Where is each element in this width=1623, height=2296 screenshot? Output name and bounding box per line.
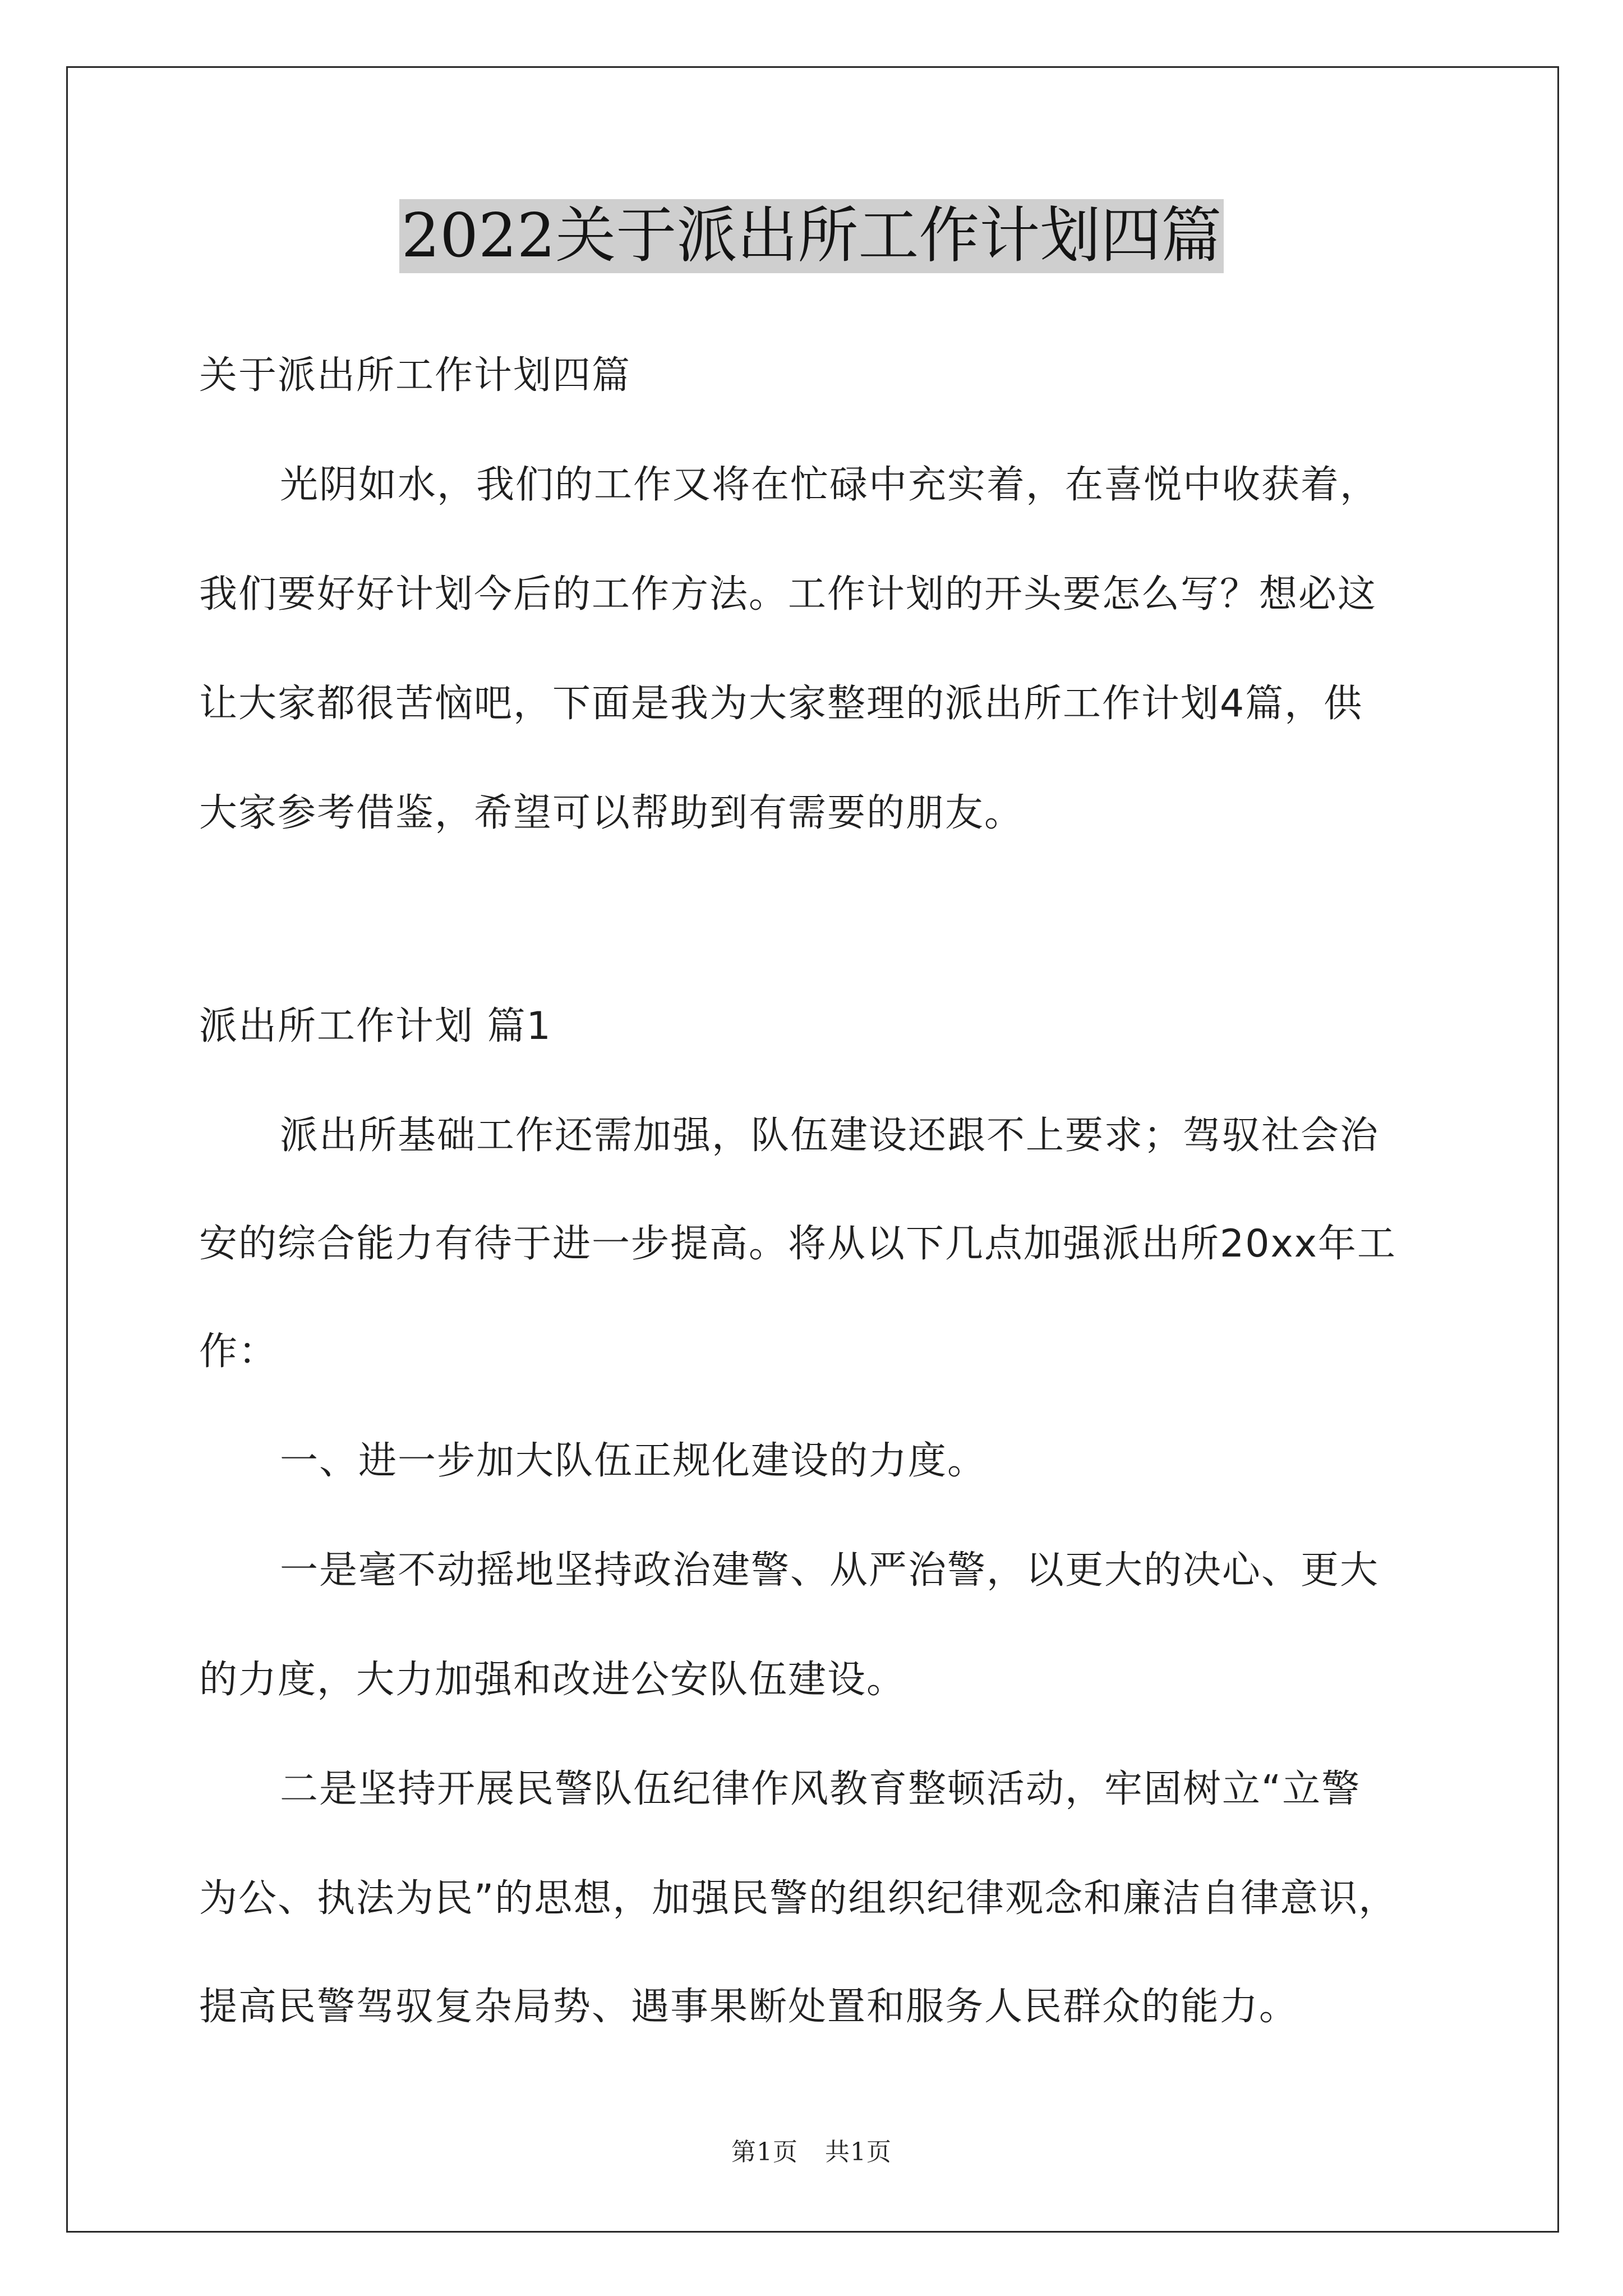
paragraph-line: 光阴如水，我们的工作又将在忙碌中充实着，在喜悦中收获着， bbox=[280, 463, 1380, 507]
paragraph-line: 二是坚持开展民警队伍纪律作风教育整顿活动，牢固树立“立警 bbox=[280, 1767, 1361, 1811]
section-heading: 派出所工作计划 篇1 bbox=[199, 1004, 552, 1048]
title-wrap bbox=[0, 199, 1623, 273]
paragraph-line: 派出所基础工作还需加强，队伍建设还跟不上要求；驾驭社会治 bbox=[280, 1114, 1380, 1158]
document-title: 2022关于派出所工作计划四篇 bbox=[399, 199, 1224, 273]
paragraph-line: 一是毫不动摇地坚持政治建警、从严治警，以更大的决心、更大 bbox=[280, 1548, 1380, 1593]
paragraph-line: 大家参考借鉴，希望可以帮助到有需要的朋友。 bbox=[199, 791, 1024, 835]
paragraph-line: 为公、执法为民”的思想，加强民警的组织纪律观念和廉洁自律意识， bbox=[199, 1876, 1398, 1921]
subtitle-line: 关于派出所工作计划四篇 bbox=[199, 353, 631, 398]
paragraph-line: 的力度，大力加强和改进公安队伍建设。 bbox=[199, 1658, 906, 1702]
paragraph-line: 让大家都很苦恼吧，下面是我为大家整理的派出所工作计划4篇，供 bbox=[199, 682, 1363, 726]
paragraph-line: 安的综合能力有待于进一步提高。将从以下几点加强派出所20xx年工 bbox=[199, 1222, 1397, 1266]
paragraph-line: 作： bbox=[199, 1329, 278, 1374]
page-number: 第1页 bbox=[731, 2138, 798, 2166]
page-footer bbox=[0, 2132, 1623, 2168]
page-total: 共1页 bbox=[825, 2138, 892, 2166]
paragraph-line: 我们要好好计划今后的工作方法。工作计划的开头要怎么写？想必这 bbox=[199, 572, 1377, 616]
paragraph-line: 提高民警驾驭复杂局势、遇事果断处置和服务人民群众的能力。 bbox=[199, 1985, 1299, 2029]
paragraph-line: 一、进一步加大队伍正规化建设的力度。 bbox=[280, 1439, 987, 1483]
